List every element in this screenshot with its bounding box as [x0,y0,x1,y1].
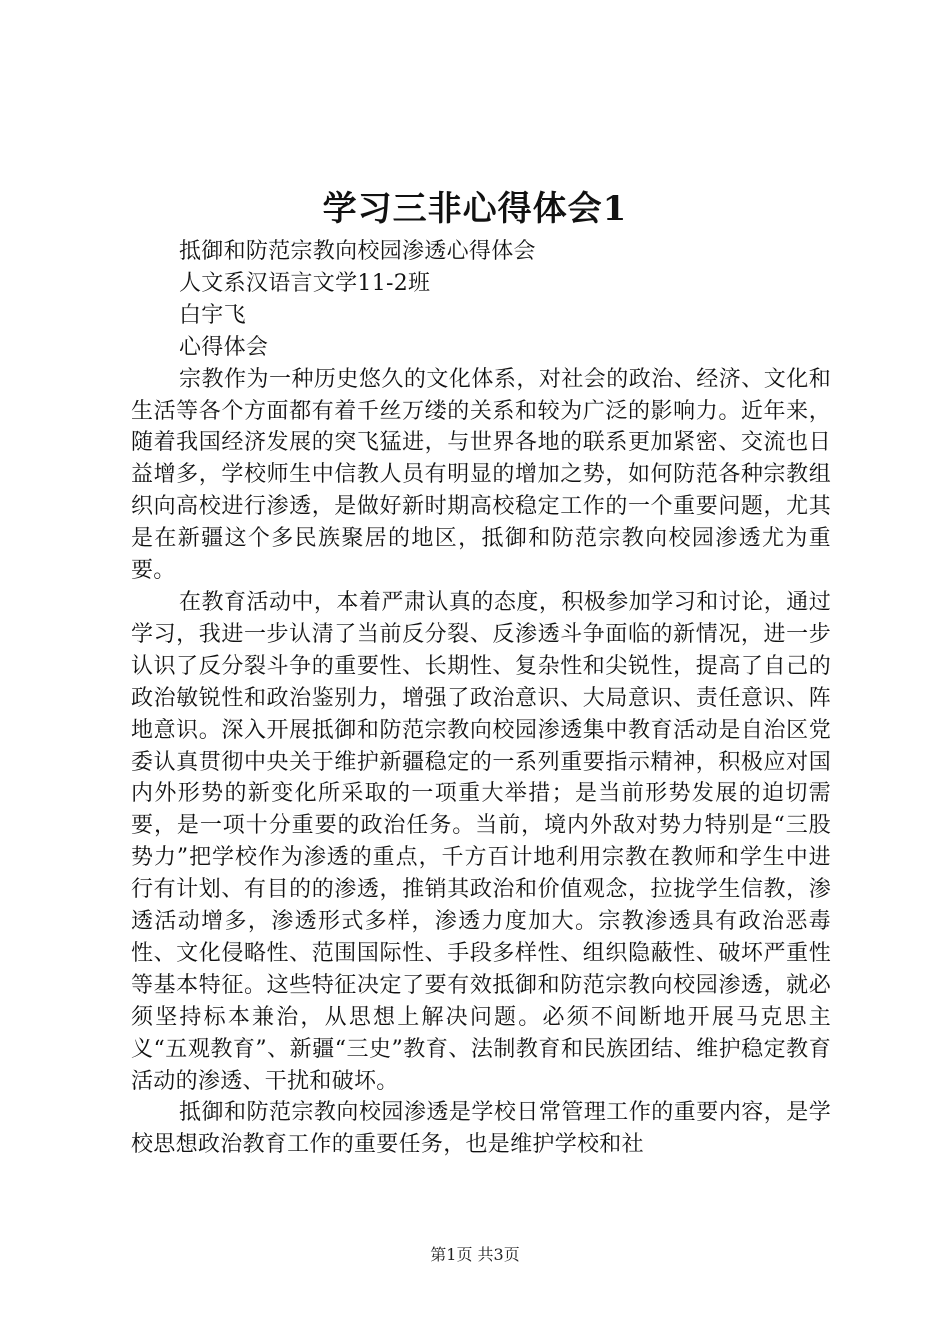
paragraph: 宗教作为一种历史悠久的文化体系，对社会的政治、经济、文化和生活等各个方面都有着千丝万缕的关系和较为广泛的影响力。近年来，随着我国经济发展的突飞猛进，与世界各地的联系更加紧密、交流也日益增多，学校师生中信教人员有明显的增加之势，如何防范各种宗教组织向高校进行渗透，是做好新时期高校稳定工作的一个重要问题，尤其是在新疆这个多民族聚居的地区，抵御和防范宗教向校园渗透尤为重要。 [131,366,831,584]
subtitle-line: 抵御和防范宗教向校园渗透心得体会 [179,239,536,264]
author-line: 白宇飞 [179,302,246,328]
paragraph: 在教育活动中，本着严肃认真的态度，积极参加学习和讨论，通过学习，我进一步认清了当前反分裂、反渗透斗争面临的新情况，进一步认识了反分裂斗争的重要性、长期性、复杂性和尖锐性，提高了自己的政治敏锐性和政治鉴别力，增强了政治意识、大局意识、责任意识、阵地意识。深入开展抵御和防范宗教向校园渗透集中教育活动是自治区党委认真贯彻中央关于维护新疆稳定的一系列重要指示精神，积极应对国内外形势的新变化所采取的一项重大举措；是当前形势发展的迫切需要，是一项十分重要的政治任务。当前，境内外敌对势力特别是“三股势力”把学校作为渗透的重点，千方百计地利用宗教在教师和学生中进行有计划、有目的的渗透，推销其政治和价值观念，拉拢学生信教，渗透活动增多，渗透形式多样，渗透力度加大。宗教渗透具有政治恶毒性、文化侵略性、范围国际性、手段多样性、组织隐蔽性、破坏严重性等基本特征。这些特征决定了要有效抵御和防范宗教向校园渗透，就必须坚持标本兼治，从思想上解决问题。必须不间断地开展马克思主义“五观教育”、新疆“三史”教育、法制教育和民族团结、维护稳定教育活动的渗透、干扰和破坏。 [131,589,831,1094]
paragraph: 抵御和防范宗教向校园渗透是学校日常管理工作的重要内容，是学校思想政治教育工作的重要任务，也是维护学校和社 [131,1100,831,1158]
class-line: 人文系汉语言文学11-2班 [179,270,431,296]
document-title: 学习三非心得体会1 [322,189,628,229]
document-body [131,236,831,1161]
section-heading: 心得体会 [179,334,269,360]
page-footer: 第1页 共3页 [430,1245,520,1264]
